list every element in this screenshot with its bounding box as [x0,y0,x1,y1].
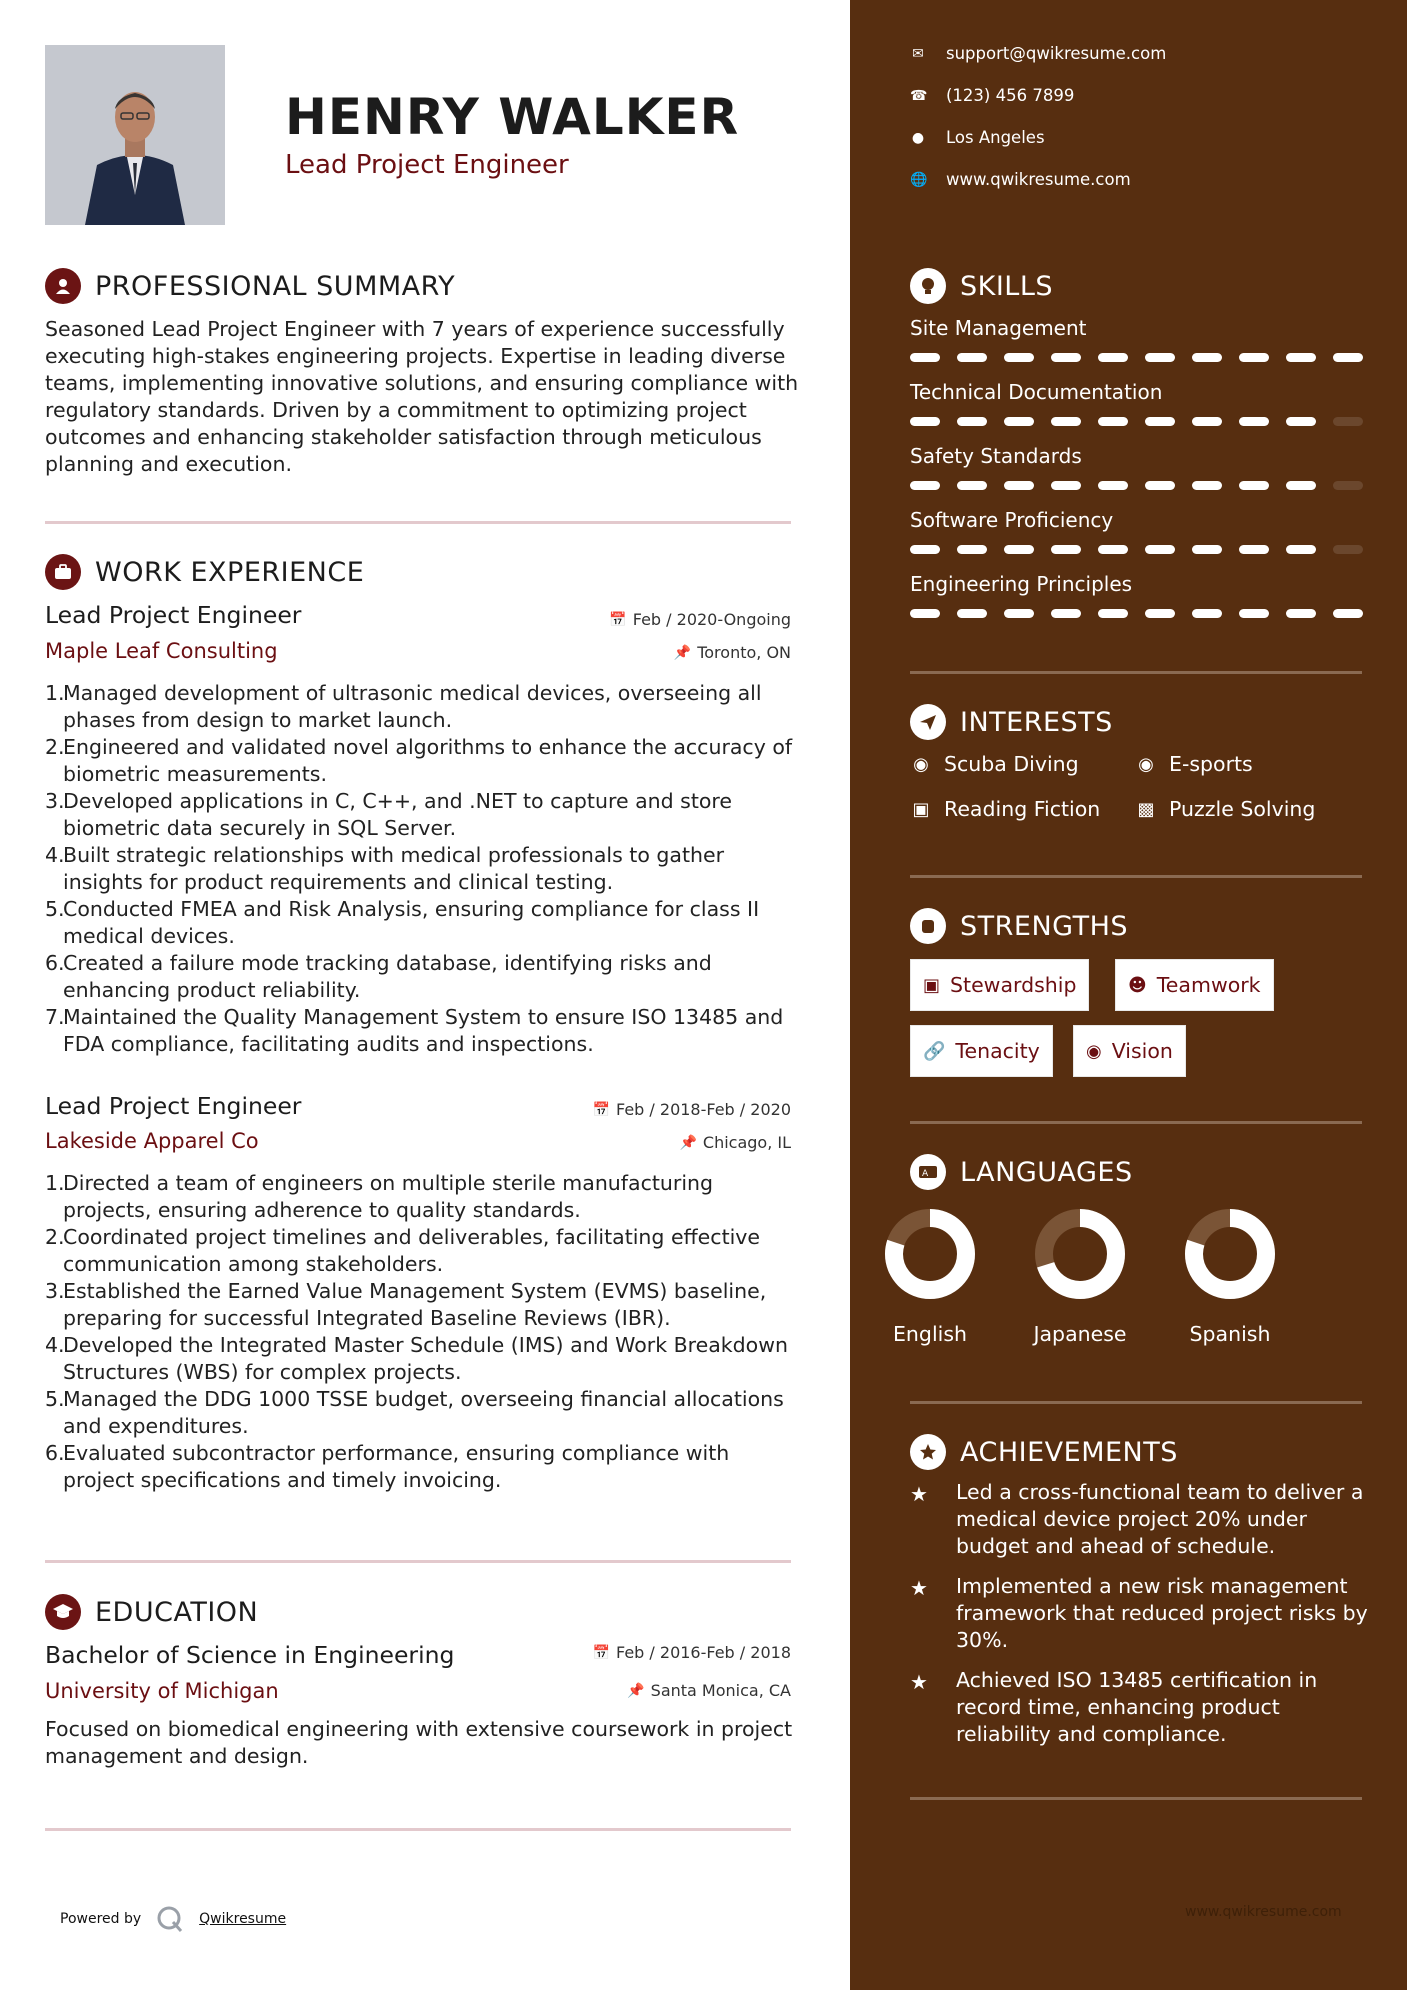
skill-level-dash [1192,481,1222,490]
job-dates-text: Feb / 2018-Feb / 2020 [616,1100,791,1119]
language-label: Spanish [1189,1322,1271,1346]
job-company: Maple Leaf Consulting [45,639,278,663]
skill-level-dash [1004,417,1034,426]
bullet-text: Coordinated project timelines and deliverables, facilitating effective communication among stakeholders. [63,1225,761,1276]
envelope-icon: ✉ [912,45,924,62]
summary-heading [45,268,455,304]
skill-level-bar [910,417,1362,426]
skill-level-dash [957,353,987,362]
bullet-text: Conducted FMEA and Risk Analysis, ensuring compliance for class II medical devices. [63,897,760,948]
calendar-icon: 📅 [592,1644,610,1661]
skill-level-dash [1192,353,1222,362]
education-dates-text: Feb / 2016-Feb / 2018 [616,1643,791,1662]
divider [45,521,791,524]
skill-label: Software Proficiency [910,508,1114,532]
skill-level-dash [1333,417,1363,426]
achievements-title: ACHIEVEMENTS [960,1436,1178,1468]
skill-level-dash [1098,481,1128,490]
pin-icon: 📌 [673,644,692,661]
award-icon [910,1434,946,1470]
interest-label: Scuba Diving [944,752,1079,776]
job-dates-text: Feb / 2020-Ongoing [632,610,791,629]
education-dates [593,1643,791,1662]
skill-level-dash [1051,481,1081,490]
bullet-number: 6. [45,951,65,975]
divider [910,671,1362,674]
interest-item [1135,797,1315,821]
strength-label: Vision [1111,1039,1173,1063]
skills-title: SKILLS [960,270,1054,302]
bullet-text: Developed applications in C, C++, and .NET to capture and store biometric data securely in SQL Server. [63,789,733,840]
skill-level-bar [910,481,1362,490]
bullet-item [45,950,805,1004]
contact-email [910,44,1166,63]
skill-level-dash [1051,609,1081,618]
job-location-text: Toronto, ON [697,643,791,662]
education-location-text: Santa Monica, CA [650,1681,791,1700]
pin-icon: 📌 [627,1682,645,1699]
skill-level-dash [1145,545,1175,554]
achievement-text: Implemented a new risk management framework that reduced project risks by 30%. [956,1574,1368,1652]
skill-label: Engineering Principles [910,572,1133,596]
lightbulb-icon [910,268,946,304]
map-marker-icon: ● [911,129,925,146]
powered-by [60,1904,286,1934]
skill-level-dash [1098,353,1128,362]
skill-level-dash [910,481,940,490]
language-item [1020,1206,1140,1346]
interest-label: E-sports [1169,752,1253,776]
globe-icon: 🌐 [910,171,928,188]
profile-photo-illustration [45,45,225,225]
language-ring [1032,1206,1128,1302]
skill-level-dash [1098,609,1128,618]
skill-level-dash [910,609,940,618]
bullet-number: 4. [45,843,65,867]
interest-label: Puzzle Solving [1169,797,1316,821]
interests-title: INTERESTS [960,706,1113,738]
skill-level-dash [957,545,987,554]
gamepad-icon: ▣ [912,798,930,820]
star-icon: ★ [910,1670,928,1694]
skill-level-dash [1239,353,1269,362]
bullet-number: 4. [45,1333,65,1357]
strength-badge [1115,959,1274,1011]
qwikresume-logo-icon [155,1904,185,1934]
skill-level-dash [1145,609,1175,618]
binoculars-icon: ◉ [1086,1040,1102,1062]
bullet-text: Established the Earned Value Management System (EVMS) baseline, preparing for successful Integrated Baseline Reviews (IBR). [63,1279,767,1330]
skill-level-dash [1004,545,1034,554]
bullet-text: Created a failure mode tracking database, identifying risks and enhancing product reliability. [63,951,712,1002]
skills-heading [910,268,1053,304]
skill-level-dash [1333,353,1363,362]
education-location [627,1681,791,1700]
interest-item [1135,752,1253,776]
users-icon: ☻ [1128,974,1147,996]
job-title: Lead Project Engineer [45,601,302,629]
skill-level-dash [1192,417,1222,426]
bullet-number: 6. [45,1441,65,1465]
skill-level-bar [910,353,1362,362]
graduation-cap-icon [45,1594,81,1630]
languages-title: LANGUAGES [960,1156,1133,1188]
skill-level-dash [1239,545,1269,554]
bullet-item [45,1386,805,1440]
language-item [870,1206,990,1346]
candidate-title: Lead Project Engineer [285,150,569,180]
experience-title: WORK EXPERIENCE [95,556,365,588]
skill-level-dash [1145,417,1175,426]
bullet-item [45,1440,805,1494]
language-ring [1182,1206,1278,1302]
languages-heading [910,1154,1133,1190]
bullet-number: 1. [45,681,65,705]
bullet-item [45,1170,805,1224]
skill-level-dash [957,417,987,426]
strength-badge [910,959,1089,1011]
bullet-text: Maintained the Quality Management System to ensure ISO 13485 and FDA compliance, facilitating audits and inspections. [63,1005,784,1056]
divider [910,1401,1362,1404]
school-name: University of Michigan [45,1679,279,1703]
bullet-number: 1. [45,1171,65,1195]
bullet-text: Developed the Integrated Master Schedule (IMS) and Work Breakdown Structures (WBS) for complex projects. [63,1333,788,1384]
contact-location [910,128,1045,147]
skill-level-dash [957,481,987,490]
education-text: Focused on biomedical engineering with extensive coursework in project management and design. [45,1717,793,1768]
skill-level-dash [1286,481,1316,490]
skill-level-dash [1098,417,1128,426]
briefcase-icon: ▣ [923,974,941,996]
skill-level-dash [1051,353,1081,362]
skill-level-dash [1192,545,1222,554]
strength-label: Stewardship [950,973,1077,997]
pin-icon: 📌 [679,1134,697,1151]
skill-level-dash [1145,353,1175,362]
skill-level-dash [910,417,940,426]
bullet-number: 2. [45,1225,65,1249]
strengths-heading [910,908,1128,944]
bullet-number: 7. [45,1005,65,1029]
calendar-icon: 📅 [609,611,627,628]
phone-icon: ☎ [910,87,928,104]
skill-level-dash [1239,481,1269,490]
bullet-number: 3. [45,1279,65,1303]
strength-label: Teamwork [1156,973,1261,997]
achievement-item [910,1573,1370,1654]
bullet-text: Directed a team of engineers on multiple sterile manufacturing projects, ensuring adherence to quality standards. [63,1171,714,1222]
skill-label: Safety Standards [910,444,1082,468]
brand-link[interactable]: Qwikresume [199,1911,287,1927]
interest-label: Reading Fiction [944,797,1101,821]
skill-level-dash [1333,481,1363,490]
skill-level-dash [1098,545,1128,554]
bullet-number: 5. [45,897,65,921]
bullet-item [45,896,805,950]
bullet-item [45,734,805,788]
job-dates [593,1100,791,1119]
skill-level-dash [1239,417,1269,426]
skill-level-dash [1004,609,1034,618]
skill-level-dash [1286,417,1316,426]
star-icon: ★ [910,1576,928,1600]
language-label: Japanese [1033,1322,1127,1346]
bullet-item [45,1332,805,1386]
candidate-name: HENRY WALKER [285,88,740,146]
calendar-icon: 📅 [592,1101,610,1118]
skill-level-dash [910,353,940,362]
skill-level-dash [1333,545,1363,554]
book-icon: ▩ [1137,798,1155,820]
divider [910,1121,1362,1124]
bullet-item [45,680,805,734]
divider [45,1828,791,1831]
sidebar [850,0,1407,1990]
bullet-item [45,788,805,842]
strengths-title: STRENGTHS [960,910,1129,942]
hand-fist-icon [910,908,946,944]
skill-label: Site Management [910,316,1087,340]
skill-level-dash [1286,353,1316,362]
contact-location-text: Los Angeles [946,128,1045,147]
bullet-text: Evaluated subcontractor performance, ensuring compliance with project specifications and timely invoicing. [63,1441,730,1492]
contact-phone [910,86,1074,105]
achievement-item [910,1479,1370,1560]
skill-level-dash [1286,545,1316,554]
bullet-item [45,1224,805,1278]
skill-level-dash [1051,545,1081,554]
bullet-item [45,842,805,896]
strength-label: Tenacity [955,1039,1040,1063]
skill-level-bar [910,545,1362,554]
divider [910,1797,1362,1800]
skill-level-bar [910,609,1362,618]
language-icon [910,1154,946,1190]
achievements-heading [910,1434,1178,1470]
bullet-text: Managed development of ultrasonic medical devices, overseeing all phases from design to market launch. [63,681,762,732]
summary-title: PROFESSIONAL SUMMARY [95,270,456,302]
contact-website-text[interactable]: www.qwikresume.com [946,170,1131,189]
briefcase-icon [45,554,81,590]
language-ring [882,1206,978,1302]
life-ring-icon: ◉ [1138,753,1154,775]
skill-level-dash [1051,417,1081,426]
job-dates [609,610,791,629]
profile-photo [45,45,225,225]
achievement-item [910,1667,1370,1748]
job-location-text: Chicago, IL [702,1133,791,1152]
interest-item [910,797,1100,821]
contact-phone-text[interactable]: (123) 456 7899 [946,86,1075,105]
skill-level-dash [910,545,940,554]
bullet-text: Managed the DDG 1000 TSSE budget, overseeing financial allocations and expenditures. [63,1387,784,1438]
contact-website [910,170,1131,189]
svg-text:A: A [922,1169,929,1179]
job-company: Lakeside Apparel Co [45,1129,259,1153]
achievement-text: Achieved ISO 13485 certification in record time, enhancing product reliability and compliance. [956,1668,1318,1746]
star-icon: ★ [910,1482,928,1506]
job-location [674,643,791,662]
bullet-number: 3. [45,789,65,813]
bullet-item [45,1278,805,1332]
language-label: English [892,1322,968,1346]
user-icon [45,268,81,304]
bullet-number: 5. [45,1387,65,1411]
skill-level-dash [1145,481,1175,490]
language-item [1170,1206,1290,1346]
job-title: Lead Project Engineer [45,1092,302,1120]
strength-badge [1073,1025,1186,1077]
skill-level-dash [1192,609,1222,618]
bullet-text: Built strategic relationships with medical professionals to gather insights for product requirements and clinical testing. [63,843,725,894]
education-title: EDUCATION [95,1596,259,1628]
achievement-text: Led a cross-functional team to deliver a medical device project 20% under budget and ahead of schedule. [956,1480,1364,1558]
paper-plane-icon [910,704,946,740]
skill-level-dash [1004,481,1034,490]
link-icon: 🔗 [923,1040,946,1062]
bullet-text: Engineered and validated novel algorithms to enhance the accuracy of biometric measurements. [63,735,793,786]
interests-heading [910,704,1113,740]
skill-level-dash [1004,353,1034,362]
skill-level-dash [1286,609,1316,618]
powered-by-label: Powered by [60,1911,142,1927]
job-bullets [45,680,805,1058]
footer-site: www.qwikresume.com [1185,1904,1342,1920]
skill-level-dash [1239,609,1269,618]
interest-item [910,752,1079,776]
summary-text: Seasoned Lead Project Engineer with 7 years of experience successfully executing high-stakes engineering projects. Expertise in leading diverse teams, implementing innovative solutions, and ensuring compliance with regulatory standards. Driven by a commitment to optimizing project outcomes and enhancing stakeholder satisfaction through meticulous planning and execution. [45,317,799,476]
divider [910,875,1362,878]
job-location [679,1133,791,1152]
divider [45,1560,791,1563]
job-bullets [45,1170,805,1494]
skill-level-dash [957,609,987,618]
bullet-item [45,1004,805,1058]
experience-heading [45,554,364,590]
skill-level-dash [1333,609,1363,618]
degree-title: Bachelor of Science in Engineering [45,1641,455,1669]
strength-badge [910,1025,1053,1077]
bullet-number: 2. [45,735,65,759]
life-ring-icon: ◉ [913,753,929,775]
contact-email-text[interactable]: support@qwikresume.com [946,44,1167,63]
skill-label: Technical Documentation [910,380,1163,404]
education-heading [45,1594,258,1630]
